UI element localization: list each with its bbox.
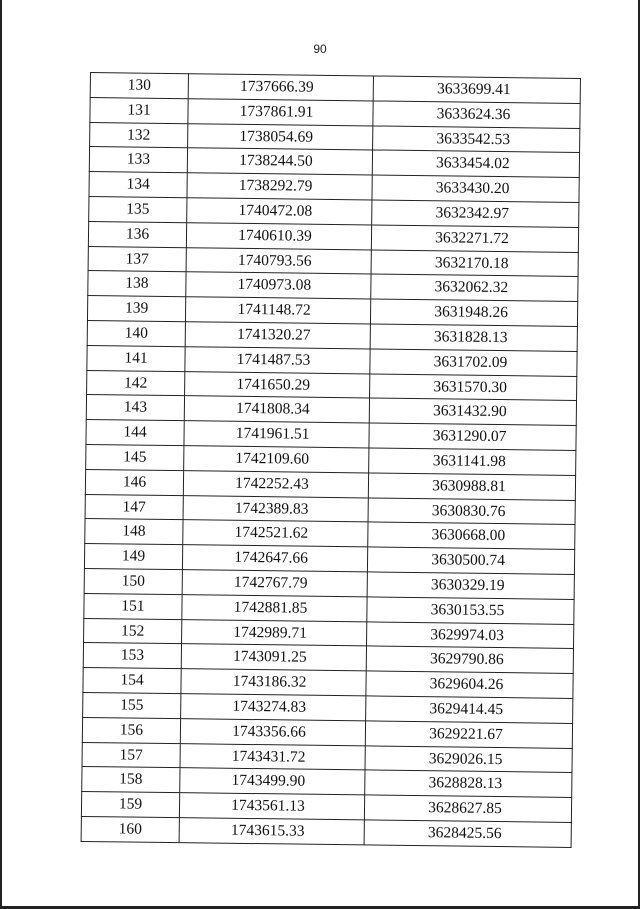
x-coordinate-cell: 1743561.13 bbox=[179, 793, 364, 820]
point-number-cell: 156 bbox=[82, 717, 180, 743]
y-coordinate-cell: 3631570.30 bbox=[370, 374, 577, 401]
y-coordinate-cell: 3630153.55 bbox=[367, 597, 574, 624]
y-coordinate-cell: 3633542.53 bbox=[373, 126, 580, 153]
x-coordinate-cell: 1738054.69 bbox=[188, 123, 373, 150]
point-number-cell: 140 bbox=[87, 320, 185, 346]
x-coordinate-cell: 1742252.43 bbox=[183, 470, 368, 497]
x-coordinate-cell: 1741650.29 bbox=[185, 371, 370, 398]
y-coordinate-cell: 3631828.13 bbox=[370, 324, 577, 351]
y-coordinate-cell: 3632170.18 bbox=[371, 250, 578, 277]
y-coordinate-cell: 3631432.90 bbox=[369, 398, 576, 425]
y-coordinate-cell: 3632271.72 bbox=[371, 225, 578, 252]
point-number-cell: 154 bbox=[83, 668, 181, 694]
coordinates-table-body bbox=[81, 73, 580, 848]
y-coordinate-cell: 3630830.76 bbox=[368, 497, 575, 524]
x-coordinate-cell: 1743186.32 bbox=[181, 669, 366, 696]
point-number-cell: 135 bbox=[89, 196, 187, 222]
x-coordinate-cell: 1743091.25 bbox=[181, 644, 366, 671]
y-coordinate-cell: 3629974.03 bbox=[367, 621, 574, 648]
x-coordinate-cell: 1741487.53 bbox=[185, 346, 370, 373]
y-coordinate-cell: 3630668.00 bbox=[368, 522, 575, 549]
point-number-cell: 157 bbox=[82, 742, 180, 768]
y-coordinate-cell: 3629221.67 bbox=[365, 721, 572, 748]
point-number-cell: 141 bbox=[87, 345, 185, 371]
point-number-cell: 149 bbox=[84, 544, 182, 570]
y-coordinate-cell: 3631141.98 bbox=[369, 448, 576, 475]
coordinates-table bbox=[81, 72, 581, 848]
point-number-cell: 132 bbox=[90, 122, 188, 148]
y-coordinate-cell: 3630500.74 bbox=[367, 547, 574, 574]
x-coordinate-cell: 1737861.91 bbox=[188, 98, 373, 125]
point-number-cell: 139 bbox=[87, 296, 185, 322]
x-coordinate-cell: 1741961.51 bbox=[184, 421, 369, 448]
point-number-cell: 151 bbox=[84, 593, 182, 619]
x-coordinate-cell: 1740973.08 bbox=[186, 272, 371, 299]
y-coordinate-cell: 3630988.81 bbox=[368, 473, 575, 500]
x-coordinate-cell: 1743431.72 bbox=[180, 743, 365, 770]
x-coordinate-cell: 1738244.50 bbox=[187, 148, 372, 175]
point-number-cell: 137 bbox=[88, 246, 186, 272]
x-coordinate-cell: 1740472.08 bbox=[187, 198, 372, 225]
y-coordinate-cell: 3631702.09 bbox=[370, 349, 577, 376]
y-coordinate-cell: 3631948.26 bbox=[370, 299, 577, 326]
y-coordinate-cell: 3631290.07 bbox=[369, 423, 576, 450]
y-coordinate-cell: 3629790.86 bbox=[366, 646, 573, 673]
y-coordinate-cell: 3628627.85 bbox=[364, 795, 571, 822]
y-coordinate-cell: 3629604.26 bbox=[366, 671, 573, 698]
page-number: 90 bbox=[313, 42, 327, 56]
x-coordinate-cell: 1738292.79 bbox=[187, 173, 372, 200]
x-coordinate-cell: 1740793.56 bbox=[186, 247, 371, 274]
point-number-cell: 138 bbox=[88, 271, 186, 297]
point-number-cell: 133 bbox=[89, 147, 187, 173]
point-number-cell: 158 bbox=[82, 767, 180, 793]
coordinates-table-container bbox=[81, 72, 580, 848]
y-coordinate-cell: 3633699.41 bbox=[373, 76, 580, 103]
point-number-cell: 145 bbox=[86, 444, 184, 470]
y-coordinate-cell: 3628828.13 bbox=[365, 770, 572, 797]
y-coordinate-cell: 3633624.36 bbox=[373, 101, 580, 128]
x-coordinate-cell: 1740610.39 bbox=[186, 222, 371, 249]
x-coordinate-cell: 1743356.66 bbox=[180, 718, 365, 745]
y-coordinate-cell: 3633454.02 bbox=[372, 150, 579, 177]
y-coordinate-cell: 3633430.20 bbox=[372, 175, 579, 202]
table-row bbox=[81, 816, 571, 847]
point-number-cell: 130 bbox=[90, 73, 188, 99]
point-number-cell: 150 bbox=[84, 568, 182, 594]
y-coordinate-cell: 3629414.45 bbox=[366, 696, 573, 723]
x-coordinate-cell: 1742647.66 bbox=[182, 545, 367, 572]
point-number-cell: 152 bbox=[84, 618, 182, 644]
x-coordinate-cell: 1742767.79 bbox=[182, 570, 367, 597]
x-coordinate-cell: 1743615.33 bbox=[179, 818, 364, 845]
point-number-cell: 155 bbox=[83, 692, 181, 718]
point-number-cell: 148 bbox=[85, 519, 183, 545]
x-coordinate-cell: 1743499.90 bbox=[180, 768, 365, 795]
point-number-cell: 160 bbox=[81, 816, 179, 842]
point-number-cell: 153 bbox=[83, 643, 181, 669]
point-number-cell: 144 bbox=[86, 420, 184, 446]
point-number-cell: 131 bbox=[90, 97, 188, 123]
x-coordinate-cell: 1742521.62 bbox=[183, 520, 368, 547]
x-coordinate-cell: 1741808.34 bbox=[184, 396, 369, 423]
y-coordinate-cell: 3630329.19 bbox=[367, 572, 574, 599]
x-coordinate-cell: 1742389.83 bbox=[183, 495, 368, 522]
point-number-cell: 142 bbox=[87, 370, 185, 396]
point-number-cell: 146 bbox=[85, 469, 183, 495]
point-number-cell: 147 bbox=[85, 494, 183, 520]
y-coordinate-cell: 3632062.32 bbox=[371, 274, 578, 301]
point-number-cell: 159 bbox=[81, 792, 179, 818]
x-coordinate-cell: 1742109.60 bbox=[184, 446, 369, 473]
x-coordinate-cell: 1741148.72 bbox=[185, 297, 370, 324]
y-coordinate-cell: 3629026.15 bbox=[365, 745, 572, 772]
point-number-cell: 136 bbox=[88, 221, 186, 247]
x-coordinate-cell: 1742881.85 bbox=[182, 594, 367, 621]
y-coordinate-cell: 3632342.97 bbox=[372, 200, 579, 227]
y-coordinate-cell: 3628425.56 bbox=[364, 820, 571, 847]
point-number-cell: 143 bbox=[86, 395, 184, 421]
x-coordinate-cell: 1743274.83 bbox=[181, 694, 366, 721]
x-coordinate-cell: 1742989.71 bbox=[182, 619, 367, 646]
x-coordinate-cell: 1741320.27 bbox=[185, 322, 370, 349]
point-number-cell: 134 bbox=[89, 172, 187, 198]
x-coordinate-cell: 1737666.39 bbox=[188, 74, 373, 101]
